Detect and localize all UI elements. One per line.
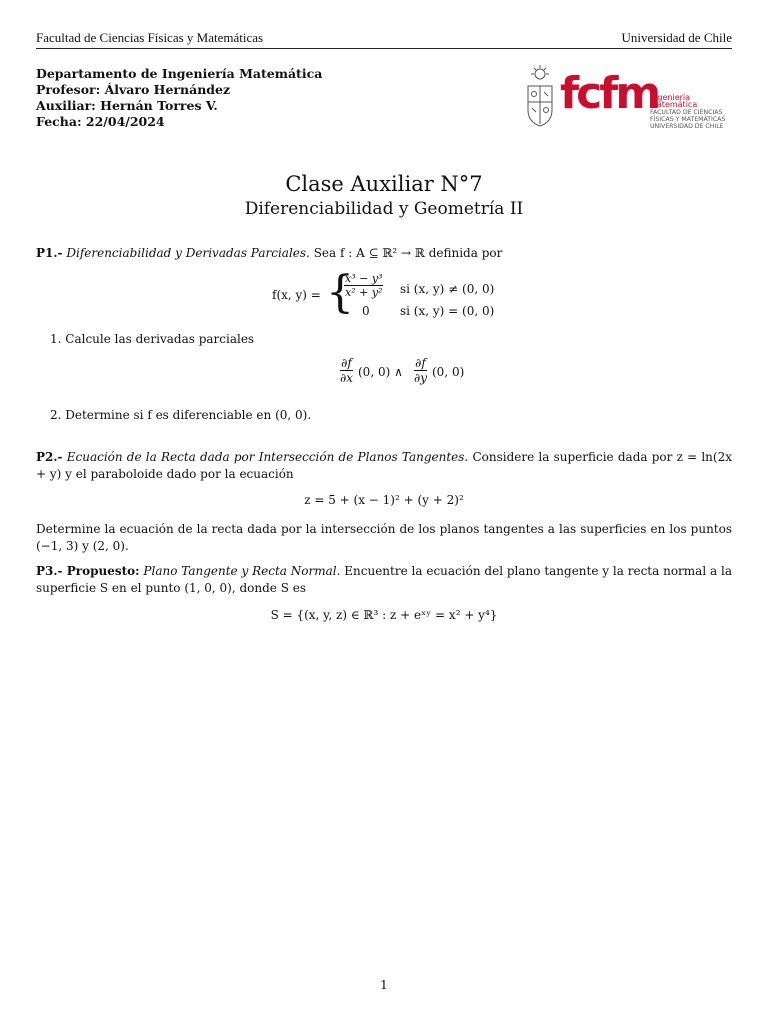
fcfm-logo xyxy=(522,62,736,130)
profesor: Profesor: Álvaro Hernández xyxy=(36,82,231,97)
p2-statement: P2.- Ecuación de la Recta dada por Intersección de Planos Tangentes. Considere la superficie dada por z = ln(2x + y) y el paraboloide dado por la ecuación xyxy=(36,450,732,481)
auxiliar: Auxiliar: Hernán Torres V. xyxy=(36,98,218,113)
faculty-name: Facultad de Ciencias Físicas y Matemáticas xyxy=(36,30,264,45)
course-meta xyxy=(36,66,322,130)
partial-point-2: (0, 0) xyxy=(432,365,465,379)
p1-item1: 1. Calcule las derivadas parciales xyxy=(50,332,255,346)
cond2: si (x, y) = (0, 0) xyxy=(400,304,495,318)
fcfm-wordmark: fcfm xyxy=(560,68,659,119)
df-dy: $\frac{\partial f}{\partial y}$ xyxy=(414,356,427,385)
p2-question: Determine la ecuación de la recta dada por la intersección de los planos tangentes a las superficies en los puntos (−1, 3) y (2, 0). xyxy=(36,522,732,553)
p2-equation: z = 5 + (x − 1)² + (y + 2)² xyxy=(304,493,464,507)
university-seal-icon xyxy=(524,64,556,128)
cond1: si (x, y) ≠ (0, 0) xyxy=(400,282,495,296)
brace: { xyxy=(326,267,354,318)
p3-statement: P3.- Propuesto: Plano Tangente y Recta Normal. Encuentre la ecuación del plano tangente y la recta normal a la superficie S en el punto (1, 0, 0), donde S es xyxy=(36,564,732,595)
partial-derivatives xyxy=(340,356,480,392)
page-title: Clase Auxiliar N°7 xyxy=(285,172,483,196)
piece-fraction: $\frac{\text{x³ − y³}}{\text{x² + y²}}$ xyxy=(345,272,383,299)
f-lhs: f(x, y) = xyxy=(272,288,321,302)
fecha: Fecha: 22/04/2024 xyxy=(36,114,165,129)
page-number: 1 xyxy=(380,978,388,992)
p1-piecewise xyxy=(272,267,512,320)
university-name: Universidad de Chile xyxy=(621,30,732,45)
p1-statement: P1.- Diferenciabilidad y Derivadas Parciales. Sea f : A ⊆ ℝ² → ℝ definida por xyxy=(36,246,503,260)
p1-item2: 2. Determine si f es diferenciable en (0, 0). xyxy=(50,408,312,422)
p3-equation: S = {(x, y, z) ∈ ℝ³ : z + eˣʸ = x² + y⁴} xyxy=(270,608,498,622)
df-dx: $\frac{\partial f}{\partial x}$ xyxy=(340,356,353,385)
page-header xyxy=(36,30,732,49)
piece-zero: 0 xyxy=(362,304,370,318)
logo-subtitle: Ingeniería Matemática FACULTAD DE CIENCIAS FÍSICAS Y MATEMÁTICAS UNIVERSIDAD DE CHILE xyxy=(650,93,726,130)
partial-expr: (0, 0) ∧ xyxy=(358,365,403,379)
page-subtitle: Diferenciabilidad y Geometría II xyxy=(244,199,524,219)
department: Departamento de Ingeniería Matemática xyxy=(36,66,323,81)
